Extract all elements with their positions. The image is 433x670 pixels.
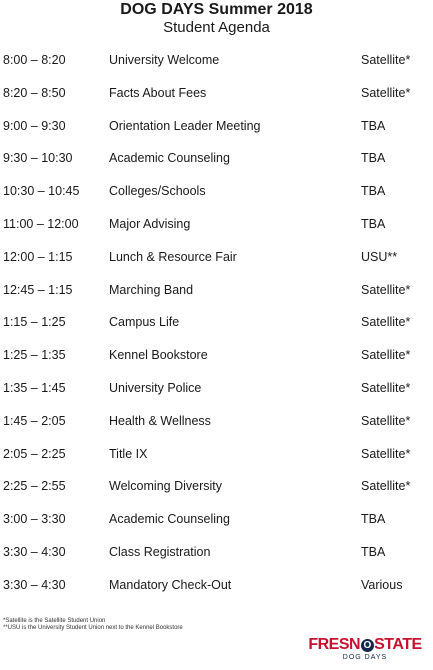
agenda-time: 8:20 – 8:50	[3, 85, 66, 100]
agenda-location: TBA	[361, 118, 386, 133]
agenda-location: USU**	[361, 249, 398, 264]
agenda-row	[0, 372, 433, 405]
agenda-location: Satellite*	[361, 446, 411, 461]
agenda-time: 3:30 – 4:30	[3, 577, 66, 592]
agenda-time: 2:25 – 2:55	[3, 479, 66, 494]
agenda-time: 2:05 – 2:25	[3, 446, 66, 461]
agenda-location: Satellite*	[361, 85, 411, 100]
agenda-time: 1:15 – 1:25	[3, 315, 66, 330]
page-subtitle: Student Agenda	[163, 19, 270, 36]
logo-wordmark-part: STATE	[374, 636, 422, 653]
agenda-location: Satellite*	[361, 413, 411, 428]
agenda-row	[0, 405, 433, 438]
agenda-row	[0, 142, 433, 175]
logo-o-circle-icon: O	[361, 639, 374, 652]
agenda-location: Satellite*	[361, 348, 411, 363]
agenda-row	[0, 110, 433, 143]
agenda-location: TBA	[361, 512, 386, 527]
agenda-location: Satellite*	[361, 380, 411, 395]
logo-tagline: DOG DAYS	[342, 654, 388, 661]
agenda-event: Marching Band	[109, 282, 194, 297]
agenda-location: TBA	[361, 216, 386, 231]
agenda-event: Class Registration	[109, 544, 211, 559]
agenda-event: Facts About Fees	[109, 85, 207, 100]
agenda-event: Campus Life	[109, 315, 180, 330]
agenda-event: Title IX	[109, 446, 148, 461]
agenda-time: 12:45 – 1:15	[3, 282, 73, 297]
agenda-location: Satellite*	[361, 53, 411, 67]
agenda-row	[0, 438, 433, 471]
agenda-time: 9:30 – 10:30	[3, 151, 73, 166]
agenda-location: TBA	[361, 184, 386, 199]
agenda-location: Satellite*	[361, 282, 411, 297]
agenda-row	[0, 569, 433, 602]
footnote-satellite: *Satellite is the Satellite Student Union	[3, 618, 106, 624]
agenda-location: Satellite*	[361, 479, 411, 494]
agenda-event: Lunch & Resource Fair	[109, 249, 237, 264]
agenda-event: Welcoming Diversity	[109, 479, 222, 494]
agenda-event: University Police	[109, 380, 202, 395]
footnotes	[3, 618, 183, 632]
agenda-event: Kennel Bookstore	[109, 348, 208, 363]
page-header	[0, 0, 433, 36]
agenda-event: Mandatory Check-Out	[109, 577, 232, 592]
agenda-time: 8:00 – 8:20	[3, 53, 66, 67]
agenda-location: TBA	[361, 151, 386, 166]
agenda-row	[0, 274, 433, 307]
agenda-event: Academic Counseling	[109, 512, 230, 527]
agenda-time: 10:30 – 10:45	[3, 184, 80, 199]
agenda-row	[0, 470, 433, 503]
agenda-location: TBA	[361, 544, 386, 559]
agenda-event: Health & Wellness	[109, 413, 211, 428]
agenda-row	[0, 241, 433, 274]
agenda-time: 3:00 – 3:30	[3, 512, 66, 527]
agenda-time: 1:25 – 1:35	[3, 348, 66, 363]
agenda-time: 9:00 – 9:30	[3, 118, 66, 133]
fresno-state-logo	[301, 636, 429, 662]
agenda-table	[0, 44, 433, 602]
logo-wordmark	[301, 636, 429, 654]
agenda-time: 1:35 – 1:45	[3, 380, 66, 395]
agenda-event: Major Advising	[109, 216, 191, 231]
agenda-event: Colleges/Schools	[109, 184, 206, 199]
agenda-time: 12:00 – 1:15	[3, 249, 73, 264]
agenda-location: Satellite*	[361, 315, 411, 330]
agenda-row	[0, 306, 433, 339]
agenda-time: 11:00 – 12:00	[3, 216, 79, 231]
agenda-event: Academic Counseling	[109, 151, 230, 166]
agenda-row	[0, 175, 433, 208]
logo-wordmark-part: FRESN	[308, 636, 361, 653]
agenda-location: Various	[361, 577, 403, 592]
agenda-row	[0, 536, 433, 569]
footnote-usu: **USU is the University Student Union next to the Kennel Bookstore	[3, 625, 183, 631]
agenda-row	[0, 77, 433, 110]
agenda-row	[0, 208, 433, 241]
agenda-row	[0, 503, 433, 536]
agenda-time: 3:30 – 4:30	[3, 544, 66, 559]
agenda-row	[0, 44, 433, 77]
agenda-time: 1:45 – 2:05	[3, 413, 66, 428]
agenda-event: Orientation Leader Meeting	[109, 118, 261, 133]
agenda-row	[0, 339, 433, 372]
agenda-event: University Welcome	[109, 53, 220, 67]
page-title: DOG DAYS Summer 2018	[120, 1, 313, 18]
